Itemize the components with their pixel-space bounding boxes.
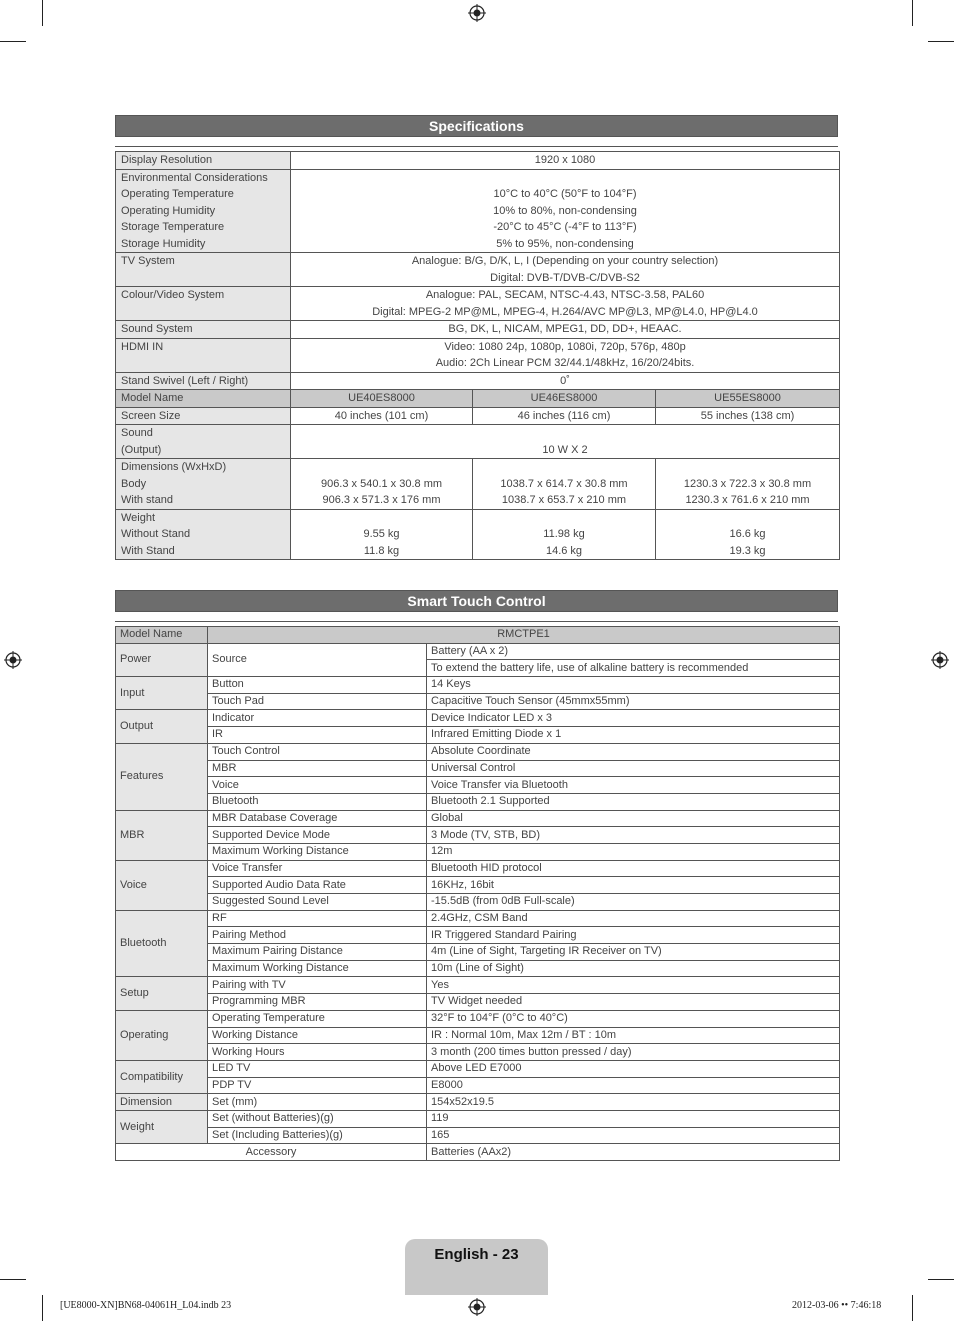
item-cell: Voice Transfer: [208, 860, 427, 877]
item-cell: Pairing with TV: [208, 977, 427, 994]
model-cell: UE40ES8000: [291, 390, 473, 408]
category-cell: Dimension: [116, 1094, 208, 1111]
table-row: [116, 710, 840, 727]
item-cell: Touch Control: [208, 743, 427, 760]
row-value: [473, 509, 656, 560]
value-line: 9.55 kg: [363, 528, 400, 540]
row-value: [656, 459, 840, 510]
category-cell: Power: [116, 643, 208, 676]
page-number-tab: [405, 1239, 548, 1295]
value-line: 10°C to 40°C (50°F to 104°F): [493, 188, 637, 200]
row-value: 55 inches (138 cm): [656, 407, 840, 425]
category-cell: Output: [116, 710, 208, 743]
item-cell: Pairing Method: [208, 927, 427, 944]
registration-mark-icon: [931, 651, 949, 669]
item-cell: Supported Audio Data Rate: [208, 877, 427, 894]
smart-touch-table: [115, 626, 840, 1161]
table-row: [116, 693, 840, 710]
value-cell: Above LED E7000: [427, 1060, 840, 1077]
item-cell: Set (without Batteries)(g): [208, 1110, 427, 1127]
item-cell: Bluetooth: [208, 793, 427, 810]
smart-touch-title: Smart Touch Control: [115, 590, 838, 612]
value-cell: Yes: [427, 977, 840, 994]
table-row: [116, 152, 840, 170]
model-name-label: Model Name: [116, 627, 208, 644]
table-row: [116, 994, 840, 1011]
item-cell: Voice: [208, 777, 427, 794]
value-cell: 4m (Line of Sight, Targeting IR Receiver on TV): [427, 944, 840, 961]
row-value: [291, 287, 840, 321]
item-cell: Maximum Working Distance: [208, 960, 427, 977]
value-cell: 12m: [427, 843, 840, 860]
table-row: [116, 1044, 840, 1061]
label-line: Sound: [121, 427, 153, 439]
row-label: [116, 169, 291, 253]
table-row: [116, 860, 840, 877]
table-row: [116, 169, 840, 253]
category-cell: Operating: [116, 1010, 208, 1060]
value-line: Video: 1080 24p, 1080p, 1080i, 720p, 576p, 480p: [444, 340, 686, 353]
label-line: With Stand: [121, 544, 175, 557]
crop-mark: [42, 1295, 43, 1321]
row-label: HDMI IN: [116, 338, 291, 372]
crop-mark: [0, 41, 26, 42]
table-row: [116, 253, 840, 287]
label-line: Storage Humidity: [121, 237, 206, 250]
value-cell: Battery (AA x 2): [427, 643, 840, 660]
row-value: [656, 509, 840, 560]
value-line: 16.6 kg: [729, 528, 766, 540]
category-cell: Voice: [116, 860, 208, 910]
value-cell: 3 month (200 times button pressed / day): [427, 1044, 840, 1061]
item-cell: Supported Device Mode: [208, 827, 427, 844]
value-line: 10% to 80%, non-condensing: [493, 204, 637, 217]
value-line: Analogue: B/G, D/K, L, I (Depending on your country selection): [411, 255, 719, 267]
row-value: [291, 509, 473, 560]
value-line: 1038.7 x 614.7 x 30.8 mm: [500, 477, 628, 490]
item-cell: Indicator: [208, 710, 427, 727]
value-line: Audio: 2Ch Linear PCM 32/44.1/48kHz, 16/20/24bits.: [435, 357, 695, 369]
value-line: 1230.3 x 722.3 x 30.8 mm: [683, 477, 812, 490]
item-cell: Touch Pad: [208, 693, 427, 710]
category-cell: Input: [116, 677, 208, 710]
value-line: 906.3 x 540.1 x 30.8 mm: [320, 477, 443, 490]
item-cell: Maximum Pairing Distance: [208, 944, 427, 961]
row-value: [291, 253, 840, 287]
value-line: 906.3 x 571.3 x 176 mm: [322, 494, 441, 506]
item-cell: MBR Database Coverage: [208, 810, 427, 827]
item-cell: Working Hours: [208, 1044, 427, 1061]
value-line: 19.3 kg: [729, 544, 766, 557]
registration-mark-icon: [468, 4, 486, 22]
table-row: [116, 509, 840, 560]
value-cell: 32°F to 104°F (0°C to 40°C): [427, 1010, 840, 1027]
item-cell: IR: [208, 727, 427, 744]
value-cell: 10m (Line of Sight): [427, 960, 840, 977]
table-row: [116, 760, 840, 777]
row-value: [291, 169, 840, 253]
value-cell: Universal Control: [427, 760, 840, 777]
row-value: BG, DK, L, NICAM, MPEG1, DD, DD+, HEAAC.: [291, 321, 840, 339]
row-value: 10 W X 2: [291, 425, 840, 459]
value-cell: 14 Keys: [427, 677, 840, 694]
row-label: [116, 509, 291, 560]
row-label: Stand Swivel (Left / Right): [116, 372, 291, 390]
label-line: Operating Temperature: [121, 188, 234, 200]
model-cell: UE55ES8000: [656, 390, 840, 408]
label-line: Storage Temperature: [121, 221, 225, 233]
table-row: [116, 459, 840, 510]
category-cell: Setup: [116, 977, 208, 1010]
value-line: 1230.3 x 761.6 x 210 mm: [685, 494, 810, 506]
value-cell: Bluetooth HID protocol: [427, 860, 840, 877]
value-cell: Absolute Coordinate: [427, 743, 840, 760]
table-row: [116, 425, 840, 459]
row-label: Colour/Video System: [116, 287, 291, 321]
row-label: Display Resolution: [116, 152, 291, 170]
table-header-row: [116, 390, 840, 408]
model-name-value: RMCTPE1: [208, 627, 840, 644]
table-row: [116, 977, 840, 994]
item-cell: Working Distance: [208, 1027, 427, 1044]
value-cell: IR Triggered Standard Pairing: [427, 927, 840, 944]
table-row: [116, 643, 840, 660]
value-cell: Device Indicator LED x 3: [427, 710, 840, 727]
table-row: [116, 927, 840, 944]
table-row: [116, 1127, 840, 1144]
table-row: [116, 743, 840, 760]
crop-mark: [928, 1279, 954, 1280]
value-cell: Capacitive Touch Sensor (45mmx55mm): [427, 693, 840, 710]
row-value: 1920 x 1080: [291, 152, 840, 170]
value-cell: 2.4GHz, CSM Band: [427, 910, 840, 927]
row-value: [291, 338, 840, 372]
row-value: 46 inches (116 cm): [473, 407, 656, 425]
crop-mark: [912, 1295, 913, 1321]
accessory-value: Batteries (AAx2): [427, 1144, 840, 1161]
table-row: [116, 372, 840, 390]
value-cell: 165: [427, 1127, 840, 1144]
row-label: Model Name: [116, 390, 291, 408]
registration-mark-icon: [468, 1298, 486, 1316]
category-cell: Bluetooth: [116, 910, 208, 977]
value-cell: Infrared Emitting Diode x 1: [427, 727, 840, 744]
table-row: [116, 1010, 840, 1027]
specifications-table: [115, 151, 840, 560]
registration-mark-icon: [4, 651, 22, 669]
row-value: 0˚: [291, 372, 840, 390]
table-row: [116, 287, 840, 321]
table-row: [116, 960, 840, 977]
category-cell: Features: [116, 743, 208, 810]
item-cell: Programming MBR: [208, 994, 427, 1011]
table-row: [116, 677, 840, 694]
value-line: -20°C to 45°C (-4°F to 113°F): [493, 221, 637, 233]
label-line: Operating Humidity: [121, 204, 216, 217]
table-top-rule: [115, 146, 838, 147]
item-cell: RF: [208, 910, 427, 927]
value-cell: TV Widget needed: [427, 994, 840, 1011]
value-cell: 154x52x19.5: [427, 1094, 840, 1111]
crop-mark: [0, 1279, 26, 1280]
item-cell: MBR: [208, 760, 427, 777]
item-cell: Button: [208, 677, 427, 694]
table-row: [116, 793, 840, 810]
item-cell: LED TV: [208, 1060, 427, 1077]
item-cell: Suggested Sound Level: [208, 894, 427, 911]
table-row: [116, 910, 840, 927]
table-row: [116, 1027, 840, 1044]
table-row: [116, 1110, 840, 1127]
value-cell: -15.5dB (from 0dB Full-scale): [427, 894, 840, 911]
label-line: Without Stand: [121, 528, 191, 540]
table-header-row: [116, 627, 840, 644]
value-cell: To extend the battery life, use of alkaline battery is recommended: [427, 660, 840, 677]
crop-mark: [928, 41, 954, 42]
value-line: 14.6 kg: [545, 544, 583, 557]
value-line: 5% to 95%, non-condensing: [496, 237, 634, 250]
table-row: [116, 727, 840, 744]
value-line: Digital: DVB-T/DVB-C/DVB-S2: [490, 271, 640, 284]
row-value: [291, 459, 473, 510]
table-row: [116, 1077, 840, 1094]
table-row: [116, 338, 840, 372]
value-cell: 16KHz, 16bit: [427, 877, 840, 894]
category-cell: Weight: [116, 1110, 208, 1143]
row-label: [116, 425, 291, 459]
value-line: Digital: MPEG-2 MP@ML, MPEG-4, H.264/AVC MP@L3, MP@L4.0, HP@L4.0: [372, 305, 758, 318]
label-line: Environmental Considerations: [121, 171, 268, 184]
value-line: 11.98 kg: [543, 528, 585, 540]
print-slug-left: [UE8000-XN]BN68-04061H_L04.indb 23: [60, 1300, 232, 1311]
value-cell: Voice Transfer via Bluetooth: [427, 777, 840, 794]
value-line: 1038.7 x 653.7 x 210 mm: [501, 494, 627, 506]
accessory-label: Accessory: [116, 1144, 427, 1161]
table-row: [116, 810, 840, 827]
value-cell: IR : Normal 10m, Max 12m / BT : 10m: [427, 1027, 840, 1044]
table-row: [116, 407, 840, 425]
crop-mark: [912, 0, 913, 26]
value-cell: Bluetooth 2.1 Supported: [427, 793, 840, 810]
category-cell: MBR: [116, 810, 208, 860]
print-slug-right: 2012-03-06 •• 7:46:18: [792, 1300, 882, 1311]
value-cell: 3 Mode (TV, STB, BD): [427, 827, 840, 844]
table-row: [116, 321, 840, 339]
table-row: [116, 827, 840, 844]
item-cell: Operating Temperature: [208, 1010, 427, 1027]
value-cell: 119: [427, 1110, 840, 1127]
item-cell: Maximum Working Distance: [208, 843, 427, 860]
table-row: [116, 1144, 840, 1161]
value-cell: E8000: [427, 1077, 840, 1094]
crop-mark: [42, 0, 43, 26]
item-cell: Set (mm): [208, 1094, 427, 1111]
table-top-rule: [115, 621, 838, 622]
table-row: [116, 944, 840, 961]
value-line: Analogue: PAL, SECAM, NTSC-4.43, NTSC-3.58, PAL60: [425, 289, 705, 301]
label-line: With stand: [121, 494, 173, 506]
label-line: Weight: [121, 511, 156, 524]
specifications-title: Specifications: [115, 115, 838, 137]
value-cell: Global: [427, 810, 840, 827]
row-value: 40 inches (101 cm): [291, 407, 473, 425]
category-cell: Compatibility: [116, 1060, 208, 1093]
row-label: TV System: [116, 253, 291, 287]
row-label: [116, 459, 291, 510]
row-label: Sound System: [116, 321, 291, 339]
table-row: [116, 777, 840, 794]
value-line: 11.8 kg: [363, 544, 400, 557]
label-line: (Output): [121, 443, 162, 456]
page-number: English - 23: [434, 1246, 519, 1263]
item-cell: Set (Including Batteries)(g): [208, 1127, 427, 1144]
row-label: Screen Size: [116, 407, 291, 425]
item-cell: PDP TV: [208, 1077, 427, 1094]
item-cell: Source: [208, 643, 427, 676]
table-row: [116, 894, 840, 911]
table-row: [116, 1094, 840, 1111]
row-value: [473, 459, 656, 510]
table-row: [116, 1060, 840, 1077]
model-cell: UE46ES8000: [473, 390, 656, 408]
label-line: Dimensions (WxHxD): [121, 461, 227, 473]
label-line: Body: [121, 477, 147, 490]
table-row: [116, 843, 840, 860]
table-row: [116, 877, 840, 894]
